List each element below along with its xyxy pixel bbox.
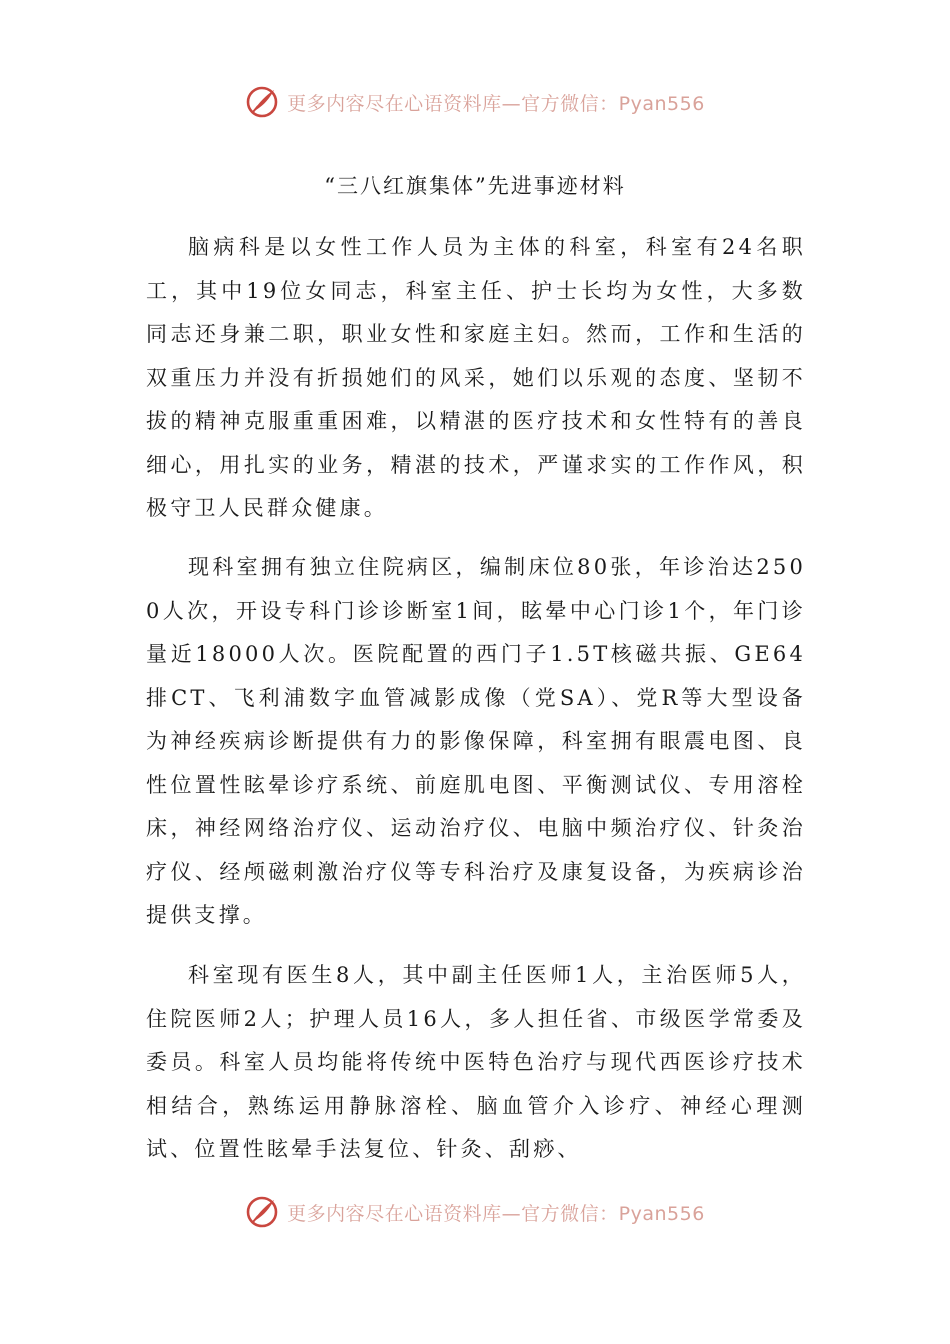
watermark-text: 更多内容尽在心语资料库—官方微信：Pyan556: [287, 1202, 705, 1225]
document-title: “三八红旗集体”先进事迹材料: [324, 174, 626, 198]
header-watermark-banner: [0, 82, 950, 122]
paragraph-2: 现科室拥有独立住院病区，编制床位80张，年诊治达2500人次，开设专科门诊诊断室1间，眩晕中心门诊1个，年门诊量近18000人次。医院配置的西门子1.5T核磁共振、GE64排CT、飞利浦数字血管减影成像（党SA）、党R等大型设备为神经疾病诊断提供有力的影像保障，科室拥有眼震电图、良性位置性眩晕诊疗系统、前庭肌电图、平衡测试仪、专用溶栓床，神经网络治疗仪、运动治疗仪、电脑中频治疗仪、针灸治疗仪、经颅磁刺激治疗仪等专科治疗及康复设备，为疾病诊治提供支撑。: [146, 555, 806, 927]
paragraph-3: 科室现有医生8人，其中副主任医师1人，主治医师5人，住院医师2人；护理人员16人，多人担任省、市级医学常委及委员。科室人员均能将传统中医特色治疗与现代西医诊疗技术相结合，熟练运用静脉溶栓、脑血管介入诊疗、神经心理测试、位置性眩晕手法复位、针灸、刮痧、: [146, 963, 806, 1161]
paragraph-1: 脑病科是以女性工作人员为主体的科室，科室有24名职工，其中19位女同志，科室主任、护士长均为女性，大多数同志还身兼二职，职业女性和家庭主妇。然而，工作和生活的双重压力并没有折损她们的风采，她们以乐观的态度、坚韧不拔的精神克服重重困难，以精湛的医疗技术和女性特有的善良细心，用扎实的业务，精湛的技术，严谨求实的工作作风，积极守卫人民群众健康。: [146, 235, 806, 520]
footer-watermark-banner: [0, 1192, 950, 1232]
watermark-text: 更多内容尽在心语资料库—官方微信：Pyan556: [287, 92, 705, 115]
quill-pen-logo-icon: [245, 85, 279, 119]
quill-pen-logo-icon: [245, 1195, 279, 1229]
